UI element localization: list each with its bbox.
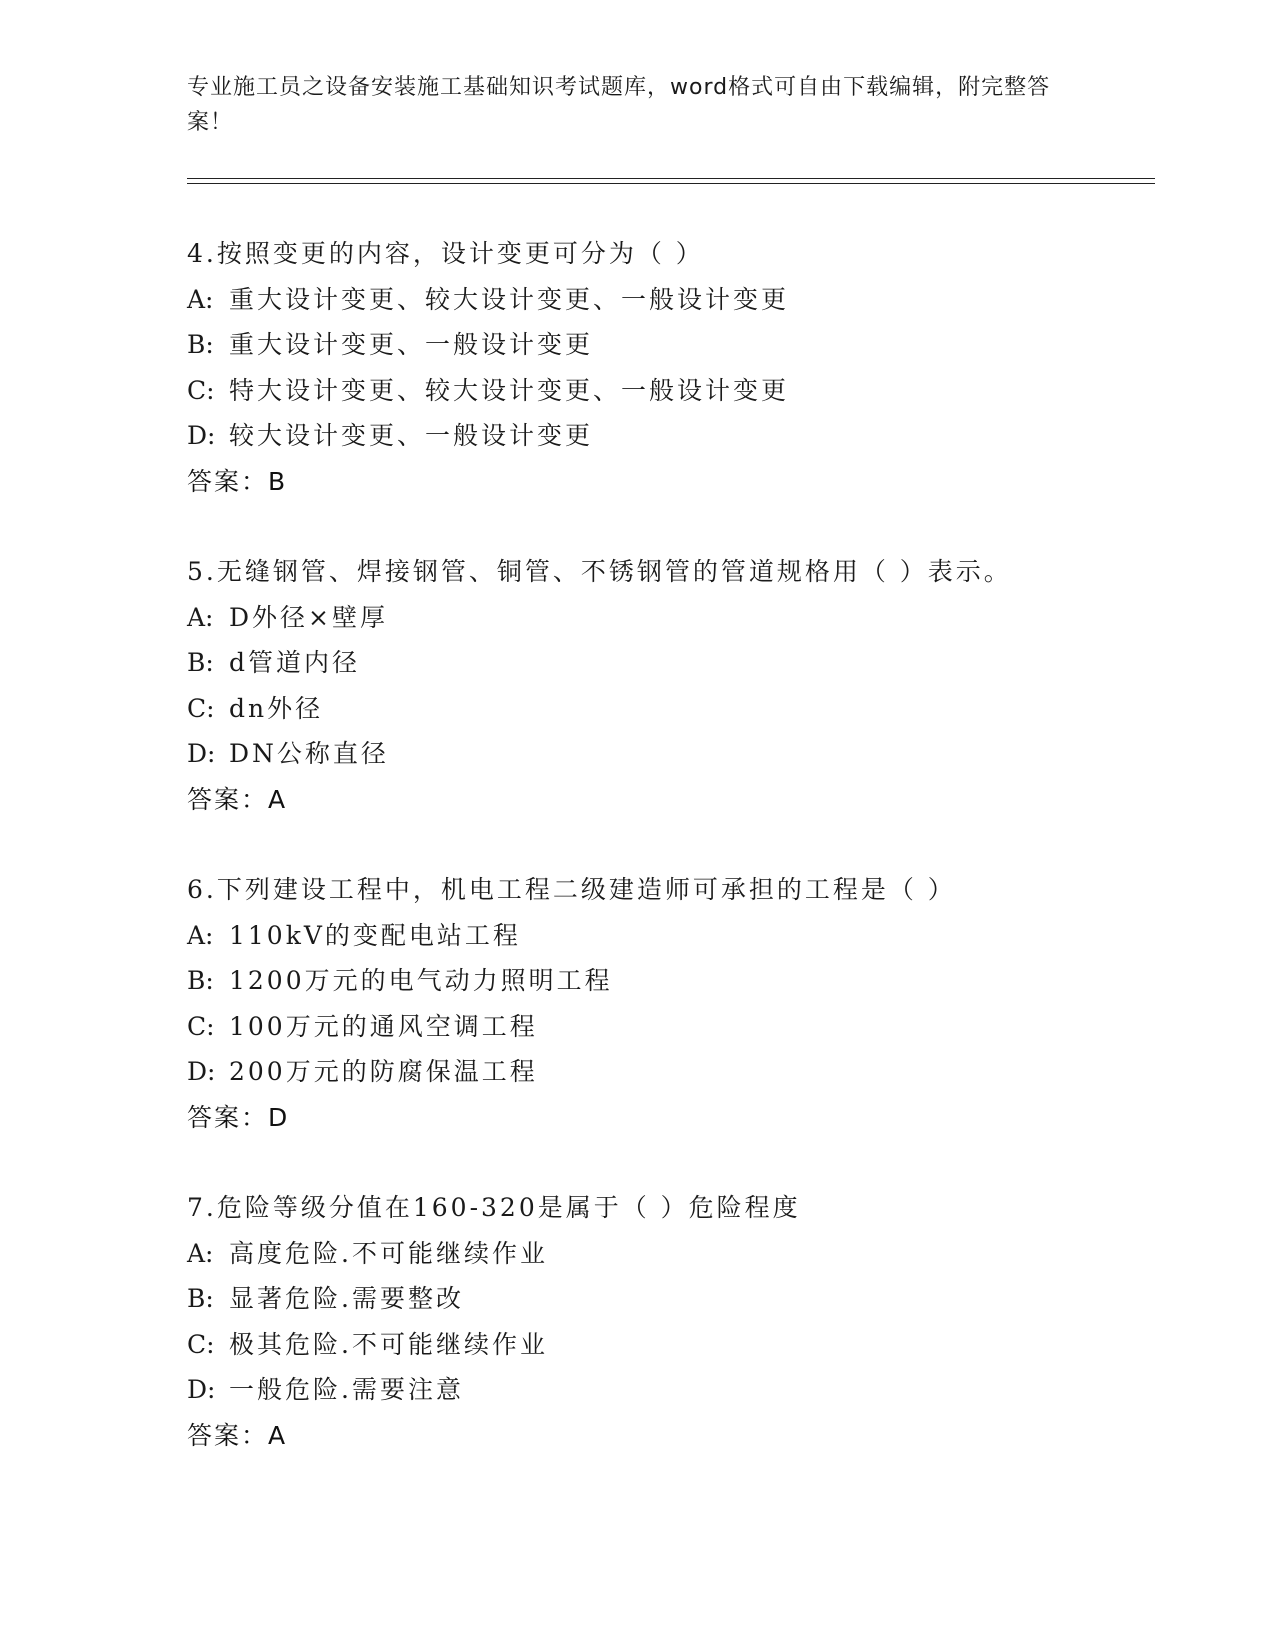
option-a: [187, 1231, 1147, 1277]
question-list: [187, 231, 1147, 1458]
option-d: [187, 1367, 1147, 1413]
option-text: 200万元的防腐保温工程: [229, 1057, 538, 1086]
option-letter: C:: [187, 375, 215, 405]
option-c: [187, 686, 1147, 732]
option-b: [187, 322, 1147, 368]
option-a: [187, 913, 1147, 959]
question-4: [187, 231, 1147, 504]
option-letter: B:: [187, 330, 214, 359]
question-stem: 6.下列建设工程中，机电工程二级建造师可承担的工程是（ ）: [187, 875, 956, 904]
option-d: [187, 731, 1147, 777]
option-text: 110kV的变配电站工程: [229, 920, 521, 950]
option-letter: A:: [187, 1238, 214, 1268]
option-b: [187, 640, 1147, 686]
answer-line: 答案：D: [187, 1102, 290, 1132]
option-text: 100万元的通风空调工程: [229, 1011, 538, 1041]
option-letter: B:: [187, 1284, 214, 1313]
option-letter: C:: [187, 1329, 215, 1359]
option-letter: D:: [187, 421, 216, 450]
option-text: 较大设计变更、一般设计变更: [229, 421, 594, 450]
option-text: 一般危险.需要注意: [229, 1375, 464, 1404]
option-text: 重大设计变更、较大设计变更、一般设计变更: [229, 284, 790, 314]
option-letter: D:: [187, 1057, 216, 1086]
question-spacer: [187, 1140, 1147, 1185]
option-letter: A:: [187, 920, 214, 950]
option-text: DN公称直径: [229, 739, 389, 768]
option-letter: A:: [187, 284, 214, 314]
option-letter: D:: [187, 739, 216, 768]
option-d: [187, 413, 1147, 459]
answer-line: 答案：B: [187, 466, 288, 496]
option-letter: B:: [187, 966, 214, 995]
question-spacer: [187, 504, 1147, 549]
option-text: 极其危险.不可能继续作业: [229, 1329, 548, 1359]
question-stem: 4.按照变更的内容，设计变更可分为（ ）: [187, 239, 704, 268]
question-6: [187, 867, 1147, 1140]
option-text: d管道内径: [229, 648, 361, 677]
question-5: [187, 549, 1147, 822]
option-b: [187, 1276, 1147, 1322]
header-divider-top: [187, 178, 1155, 179]
option-text: D外径×壁厚: [229, 602, 388, 632]
header-divider-bottom: [187, 183, 1155, 184]
answer-line: 答案：A: [187, 784, 288, 814]
question-stem: 5.无缝钢管、焊接钢管、铜管、不锈钢管的管道规格用（ ）表示。: [187, 557, 1012, 586]
option-letter: A:: [187, 602, 214, 632]
option-letter: C:: [187, 1011, 215, 1041]
option-a: [187, 277, 1147, 323]
question-stem: 7.危险等级分值在160-320是属于（ ）危险程度: [187, 1193, 801, 1222]
document-header: 专业施工员之设备安装施工基础知识考试题库，word格式可自由下载编辑，附完整答案！: [187, 75, 1051, 135]
option-letter: B:: [187, 648, 214, 677]
question-7: [187, 1185, 1147, 1458]
option-c: [187, 1322, 1147, 1368]
option-letter: C:: [187, 693, 215, 723]
option-text: dn外径: [229, 693, 324, 723]
option-text: 高度危险.不可能继续作业: [229, 1238, 548, 1268]
option-text: 1200万元的电气动力照明工程: [229, 966, 613, 995]
option-text: 特大设计变更、较大设计变更、一般设计变更: [229, 375, 790, 405]
option-a: [187, 595, 1147, 641]
option-b: [187, 958, 1147, 1004]
answer-line: 答案：A: [187, 1420, 288, 1450]
option-d: [187, 1049, 1147, 1095]
question-spacer: [187, 822, 1147, 867]
option-letter: D:: [187, 1375, 216, 1404]
option-text: 显著危险.需要整改: [229, 1284, 464, 1313]
option-c: [187, 1004, 1147, 1050]
option-c: [187, 368, 1147, 414]
option-text: 重大设计变更、一般设计变更: [229, 330, 594, 359]
